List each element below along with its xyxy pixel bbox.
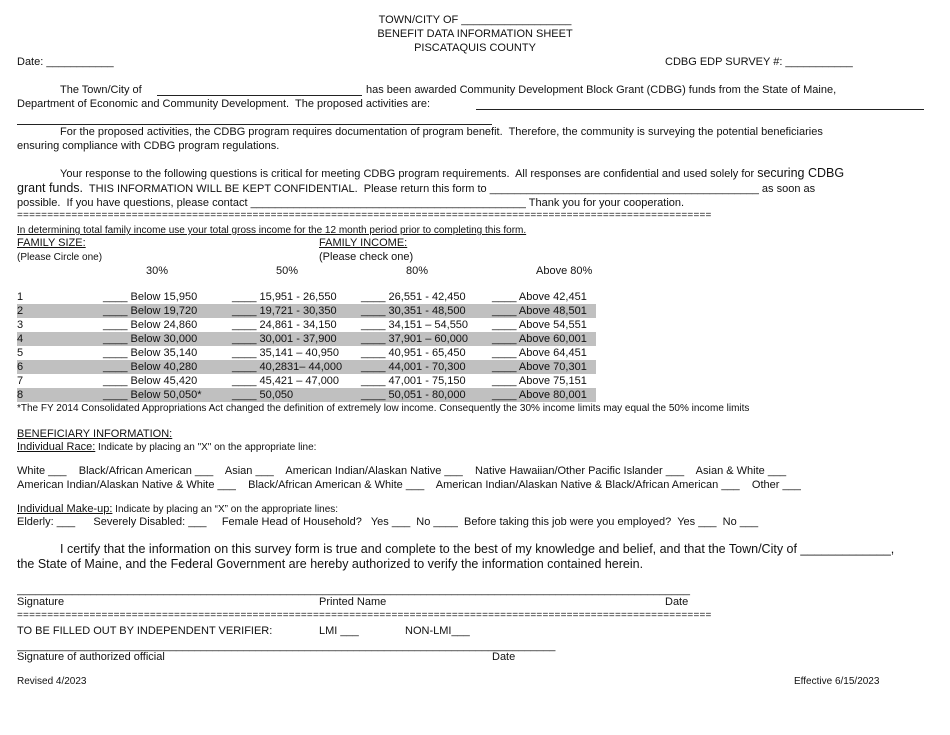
column-header-above-80: Above 80% — [536, 265, 593, 277]
makeup-instruction: Individual Make-up: Indicate by placing an “X” on the appropriate lines: — [17, 503, 339, 515]
separator-line: =================================================================================================================== — [17, 211, 712, 221]
official-signature-label: Signature of authorized official — [17, 651, 165, 663]
family-size-5[interactable]: 5 — [17, 347, 24, 359]
date-label: Date — [665, 596, 689, 608]
income-above-80-option[interactable]: ____ Above 48,501 — [492, 305, 587, 317]
income-30-option[interactable]: ____ Below 30,000 — [103, 333, 198, 345]
income-50-option[interactable]: ____ 19,721 - 30,350 — [232, 305, 337, 317]
income-80-option[interactable]: ____ 37,901 – 60,000 — [361, 333, 469, 345]
income-above-80-option[interactable]: ____ Above 70,301 — [492, 361, 587, 373]
family-income-label: FAMILY INCOME: — [319, 237, 408, 249]
verifier-label: TO BE FILLED OUT BY INDEPENDENT VERIFIER: — [17, 625, 273, 637]
family-size-7[interactable]: 7 — [17, 375, 24, 387]
town-city-title: TOWN/CITY OF __________________ — [378, 14, 572, 26]
certify-line-2: the State of Maine, and the Federal Government are hereby authorized to verify the information contained herein. — [17, 557, 644, 571]
town-name-blank[interactable] — [157, 95, 362, 96]
income-30-option[interactable]: ____ Below 15,950 — [103, 291, 198, 303]
race-options-line-2[interactable]: American Indian/Alaskan Native & White ___ Black/African American & White ___ American Indian/Alaskan Native & Black/African American ___ Other ___ — [17, 479, 801, 491]
income-30-option[interactable]: ____ Below 24,860 — [103, 319, 198, 331]
family-size-2[interactable]: 2 — [17, 305, 24, 317]
intro-award-text: has been awarded Community Development Block Grant (CDBG) funds from the State of Maine, — [366, 84, 837, 96]
race-instruction: Individual Race: Indicate by placing an "X" on the appropriate line: — [17, 441, 317, 453]
column-header-80: 80% — [406, 265, 429, 277]
effective-date: Effective 6/15/2023 — [794, 676, 880, 687]
table-row — [17, 304, 596, 318]
income-50-option[interactable]: ____ 24,861 - 34,150 — [232, 319, 337, 331]
intro-paragraph-2a: For the proposed activities, the CDBG program requires documentation of program benefit. Therefore, the community is surveying the potential beneficiaries — [60, 126, 823, 138]
table-row — [17, 318, 596, 332]
survey-number-field[interactable]: CDBG EDP SURVEY #: ___________ — [665, 56, 853, 68]
income-80-option[interactable]: ____ 47,001 - 75,150 — [361, 375, 466, 387]
intro-town-label: The Town/City of — [60, 84, 142, 96]
non-lmi-option[interactable]: NON-LMI___ — [405, 625, 470, 637]
family-size-3[interactable]: 3 — [17, 319, 24, 331]
income-50-option[interactable]: ____ 35,141 – 40,950 — [232, 347, 340, 359]
income-30-option[interactable]: ____ Below 35,140 — [103, 347, 198, 359]
revised-date: Revised 4/2023 — [17, 676, 87, 687]
income-50-option[interactable]: ____ 15,951 - 26,550 — [232, 291, 337, 303]
income-30-option[interactable]: ____ Below 40,280 — [103, 361, 198, 373]
column-header-30: 30% — [146, 265, 169, 277]
signature-line[interactable]: ______________________________________________________________________________________________________________ — [17, 584, 690, 596]
income-instruction: In determining total family income use your total gross income for the 12 month period prior to completing this form. — [17, 225, 527, 236]
activities-blank-1[interactable] — [476, 109, 924, 110]
certify-line-1: I certify that the information on this survey form is true and complete to the best of my knowledge and belief, and that the Town/City of _____________, — [60, 542, 895, 556]
income-30-option[interactable]: ____ Below 19,720 — [103, 305, 198, 317]
income-80-option[interactable]: ____ 34,151 – 54,550 — [361, 319, 469, 331]
income-above-80-option[interactable]: ____ Above 54,551 — [492, 319, 587, 331]
income-above-80-option[interactable]: ____ Above 60,001 — [492, 333, 587, 345]
makeup-options[interactable]: Elderly: ___ Severely Disabled: ___ Female Head of Household? Yes ___ No ____ Before taking this job were you employed? Yes ___ No ___ — [17, 516, 759, 528]
table-row — [17, 332, 596, 346]
family-size-note: (Please Circle one) — [17, 252, 103, 263]
beneficiary-heading: BENEFICIARY INFORMATION: — [17, 428, 173, 440]
lmi-option[interactable]: LMI ___ — [319, 625, 359, 637]
income-above-80-option[interactable]: ____ Above 64,451 — [492, 347, 587, 359]
family-size-4[interactable]: 4 — [17, 333, 24, 345]
income-80-option[interactable]: ____ 26,551 - 42,450 — [361, 291, 466, 303]
intro-paragraph-3b: grant funds. THIS INFORMATION WILL BE KEPT CONFIDENTIAL. Please return this form to ____________________________________________ as soon as — [17, 181, 816, 195]
official-date-label: Date — [492, 651, 516, 663]
intro-paragraph-3a: Your response to the following questions is critical for meeting CDBG program requirements. All responses are confidential and used solely for securing CDBG — [60, 166, 845, 180]
income-above-80-option[interactable]: ____ Above 80,001 — [492, 389, 587, 401]
signature-label: Signature — [17, 596, 65, 608]
race-options-line-1[interactable]: White ___ Black/African American ___ Asian ___ American Indian/Alaskan Native ___ Native Hawaiian/Other Pacific Islander ___ Asian & White ___ — [17, 465, 787, 477]
date-field[interactable]: Date: ___________ — [17, 56, 114, 68]
table-row — [17, 346, 596, 360]
table-row — [17, 388, 596, 402]
income-above-80-option[interactable]: ____ Above 42,451 — [492, 291, 587, 303]
family-size-label: FAMILY SIZE: — [17, 237, 86, 249]
separator-line-2: =================================================================================================================== — [17, 611, 712, 621]
income-80-option[interactable]: ____ 44,001 - 70,300 — [361, 361, 466, 373]
county-title: PISCATAQUIS COUNTY — [414, 42, 536, 54]
activities-blank-2[interactable] — [17, 124, 492, 125]
income-80-option[interactable]: ____ 40,951 - 65,450 — [361, 347, 466, 359]
intro-paragraph-3c: possible. If you have questions, please contact _____________________________________________ Thank you for your cooperation. — [17, 197, 685, 209]
intro-paragraph-2b: ensuring compliance with CDBG program regulations. — [17, 140, 280, 152]
income-50-option[interactable]: ____ 45,421 – 47,000 — [232, 375, 340, 387]
income-80-option[interactable]: ____ 50,051 - 80,000 — [361, 389, 466, 401]
income-50-option[interactable]: ____ 30,001 - 37,900 — [232, 333, 337, 345]
income-50-option[interactable]: ____ 40,2831– 44,000 — [232, 361, 343, 373]
column-header-50: 50% — [276, 265, 299, 277]
printed-name-label: Printed Name — [319, 596, 387, 608]
income-footnote: *The FY 2014 Consolidated Appropriations Act changed the definition of extremely low income. Consequently the 30% income limits may equal the 50% income limits — [17, 403, 750, 414]
family-size-6[interactable]: 6 — [17, 361, 24, 373]
intro-department-text: Department of Economic and Community Development. The proposed activities are: — [17, 98, 431, 110]
family-income-note: (Please check one) — [319, 251, 414, 263]
income-50-option[interactable]: ____ 50,050 — [232, 389, 294, 401]
official-signature-line[interactable]: ________________________________________________________________________________________ — [17, 640, 556, 652]
table-row — [17, 290, 596, 304]
income-above-80-option[interactable]: ____ Above 75,151 — [492, 375, 587, 387]
family-size-8[interactable]: 8 — [17, 389, 24, 401]
table-row — [17, 360, 596, 374]
table-row — [17, 374, 596, 388]
form-title: BENEFIT DATA INFORMATION SHEET — [377, 28, 573, 40]
income-30-option[interactable]: ____ Below 45,420 — [103, 375, 198, 387]
family-size-1[interactable]: 1 — [17, 291, 24, 303]
income-80-option[interactable]: ____ 30,351 - 48,500 — [361, 305, 466, 317]
income-30-option[interactable]: ____ Below 50,050* — [103, 389, 202, 401]
